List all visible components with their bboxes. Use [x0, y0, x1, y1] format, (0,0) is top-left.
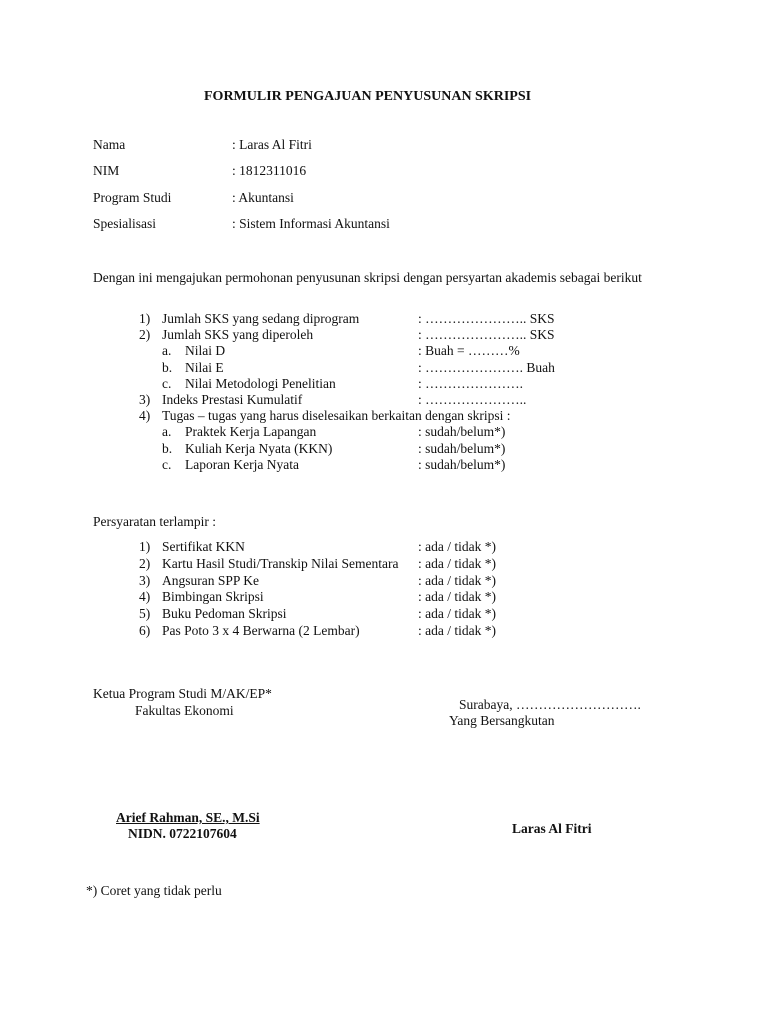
- attachment-value: : ada / tidak *): [418, 623, 496, 638]
- requirement-label: Tugas – tugas yang harus diselesaikan berkaitan dengan skripsi :: [162, 408, 511, 423]
- requirement-marker: 1): [139, 311, 151, 326]
- attachment-marker: 5): [139, 606, 151, 621]
- identity-value: : Sistem Informasi Akuntansi: [232, 216, 390, 231]
- requirement-label: Laporan Kerja Nyata: [185, 457, 299, 472]
- attachment-marker: 2): [139, 556, 151, 571]
- attachment-value: : ada / tidak *): [418, 606, 496, 621]
- attachment-marker: 6): [139, 623, 151, 638]
- footnote: *) Coret yang tidak perlu: [86, 883, 222, 898]
- identity-value: : Akuntansi: [232, 190, 294, 205]
- left-signer-role: Ketua Program Studi M/AK/EP*: [93, 686, 272, 701]
- requirement-marker: c.: [162, 457, 172, 472]
- requirement-value: : sudah/belum*): [418, 457, 506, 472]
- requirement-value: : ………………….. SKS: [418, 327, 555, 342]
- attachment-value: : ada / tidak *): [418, 573, 496, 588]
- requirement-value: : …………………..: [418, 392, 527, 407]
- attachment-label: Angsuran SPP Ke: [162, 573, 260, 588]
- right-signer-role: Yang Bersangkutan: [449, 713, 555, 728]
- attachment-label: Kartu Hasil Studi/Transkip Nilai Sementara: [162, 556, 399, 571]
- requirement-marker: 4): [139, 408, 151, 423]
- left-signer-id: NIDN. 0722107604: [128, 826, 237, 841]
- attachment-label: Sertifikat KKN: [162, 539, 245, 554]
- requirement-value: : Buah = ………%: [418, 343, 520, 358]
- requirement-marker: a.: [162, 343, 172, 358]
- attachment-marker: 3): [139, 573, 151, 588]
- requirement-marker: 3): [139, 392, 151, 407]
- identity-label: Spesialisasi: [93, 216, 156, 231]
- requirement-label: Jumlah SKS yang diperoleh: [162, 327, 314, 342]
- place-date: Surabaya, ……………………….: [459, 697, 641, 712]
- requirement-label: Kuliah Kerja Nyata (KKN): [185, 441, 333, 456]
- attachment-label: Buku Pedoman Skripsi: [162, 606, 287, 621]
- requirement-value: : ………………….. SKS: [418, 311, 555, 326]
- requirement-value: : …………………. Buah: [418, 360, 555, 375]
- attachment-value: : ada / tidak *): [418, 556, 496, 571]
- attachments-heading: Persyaratan terlampir :: [93, 514, 216, 529]
- attachment-value: : ada / tidak *): [418, 589, 496, 604]
- identity-value: : Laras Al Fitri: [232, 137, 312, 152]
- requirement-label: Nilai E: [185, 360, 224, 375]
- requirement-value: : sudah/belum*): [418, 441, 506, 456]
- identity-label: NIM: [93, 163, 120, 178]
- requirement-label: Praktek Kerja Lapangan: [185, 424, 317, 439]
- intro-paragraph: Dengan ini mengajukan permohonan penyusunan skripsi dengan persyartan akademis sebagai berikut: [93, 270, 642, 285]
- document-title: FORMULIR PENGAJUAN PENYUSUNAN SKRIPSI: [204, 89, 532, 104]
- requirement-value: : ………………….: [418, 376, 524, 391]
- requirement-label: Indeks Prestasi Kumulatif: [162, 392, 303, 407]
- requirement-marker: c.: [162, 376, 172, 391]
- attachment-marker: 1): [139, 539, 151, 554]
- attachment-marker: 4): [139, 589, 151, 604]
- left-signer-faculty: Fakultas Ekonomi: [135, 703, 234, 718]
- attachment-label: Pas Poto 3 x 4 Berwarna (2 Lembar): [162, 623, 360, 638]
- left-signer-name: Arief Rahman, SE., M.Si: [116, 810, 260, 825]
- right-signer-name: Laras Al Fitri: [512, 821, 592, 836]
- attachment-value: : ada / tidak *): [418, 539, 496, 554]
- requirement-marker: b.: [162, 360, 173, 375]
- requirement-label: Nilai Metodologi Penelitian: [185, 376, 336, 391]
- requirement-value: : sudah/belum*): [418, 424, 506, 439]
- requirement-marker: b.: [162, 441, 173, 456]
- requirement-marker: a.: [162, 424, 172, 439]
- requirement-label: Jumlah SKS yang sedang diprogram: [162, 311, 360, 326]
- requirement-label: Nilai D: [185, 343, 226, 358]
- identity-value: : 1812311016: [232, 163, 307, 178]
- requirement-marker: 2): [139, 327, 151, 342]
- identity-label: Nama: [93, 137, 126, 152]
- attachment-label: Bimbingan Skripsi: [162, 589, 264, 604]
- identity-label: Program Studi: [93, 190, 172, 205]
